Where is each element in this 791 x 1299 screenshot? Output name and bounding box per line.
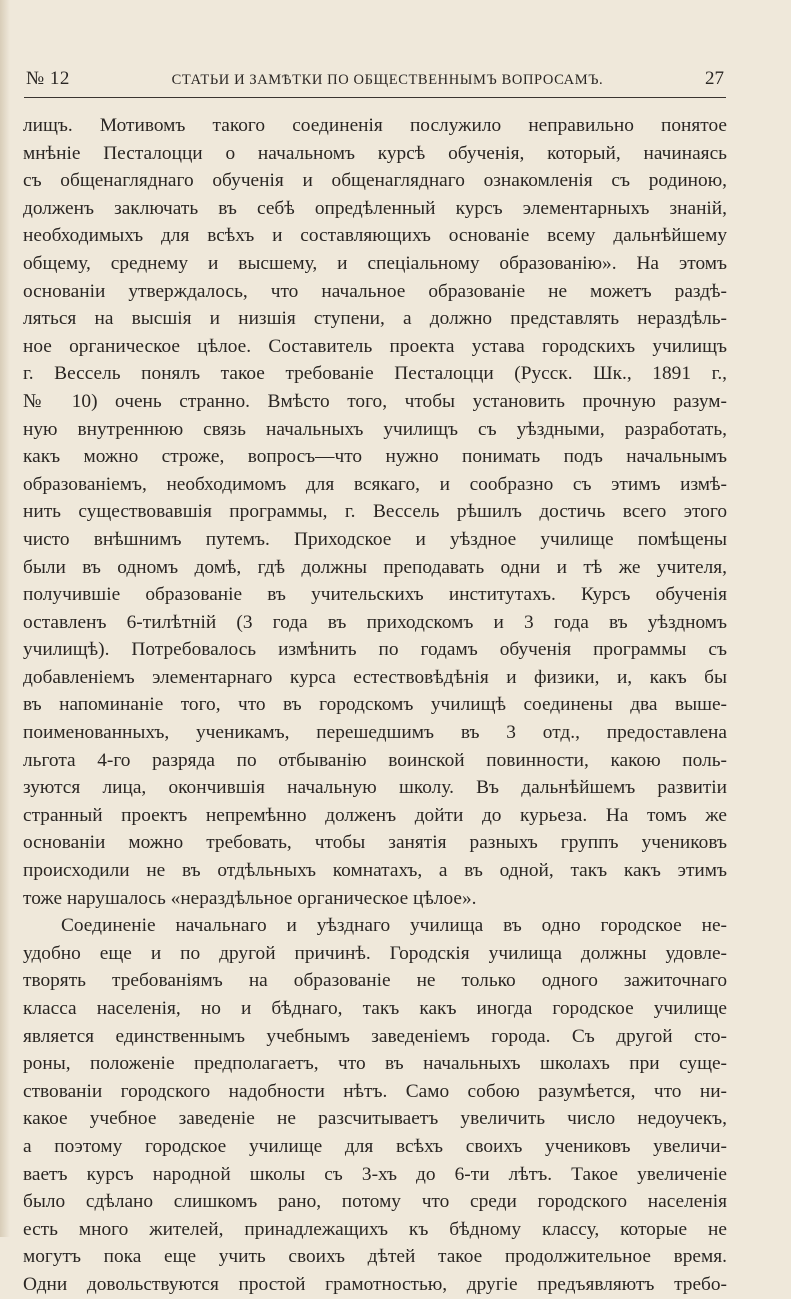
text-line: ное органическое цѣлое. Составитель проекта устава городскихъ училищъ <box>23 335 727 357</box>
article-body <box>23 112 727 1299</box>
text-line: зуются лица, окончившія начальную школу. Въ дальнѣйшемъ развитіи <box>23 777 727 799</box>
text-line: основаніи можно требовать, чтобы занятія разныхъ группъ учениковъ <box>23 832 727 854</box>
text-line: роны, положеніе предполагаетъ, что въ начальныхъ школахъ при суще- <box>23 1053 727 1075</box>
paragraph-1 <box>23 112 727 912</box>
text-line: долженъ заключать въ себѣ опредѣленный курсъ элементарныхъ знаній, <box>23 197 727 219</box>
text-line: ваетъ курсъ народной школы съ 3-хъ до 6-ти лѣтъ. Такое увеличеніе <box>23 1163 727 1185</box>
text-line: а поэтому городское училище для всѣхъ своихъ учениковъ увеличи- <box>23 1135 727 1157</box>
page-spine-shadow <box>0 0 10 1237</box>
issue-number: № 12 <box>26 68 70 89</box>
text-line: необходимыхъ для всѣхъ и составляющихъ основаніе всему дальнѣйшему <box>23 225 727 247</box>
text-line: класса населенія, но и бѣднаго, такъ какъ иногда городское училище <box>23 998 727 1019</box>
text-line: образованіемъ, необходимомъ для всякаго, и сообразно съ этимъ измѣ- <box>23 473 727 495</box>
text-line: удобно еще и по другой причинѣ. Городскія училища должны удовле- <box>23 942 727 964</box>
text-line: № 10) очень странно. Вмѣсто того, чтобы установить прочную разум- <box>23 390 727 412</box>
text-line: мнѣніе Песталоцци о начальномъ курсѣ обученія, который, начинаясь <box>23 142 727 164</box>
text-line: основаніи утверждалось, что начальное образованіе не можетъ раздѣ- <box>23 280 727 302</box>
text-line: добавленіемъ элементарнаго курса естествовѣдѣнія и физики, и, какъ бы <box>23 666 727 688</box>
text-line: льгота 4-го разряда по отбыванію воинской повинности, какою поль- <box>23 749 727 771</box>
text-line: есть много жителей, принадлежащихъ къ бѣдному классу, которые не <box>23 1218 727 1240</box>
page-number: 27 <box>705 68 724 89</box>
text-line: были въ одномъ домѣ, гдѣ должны преподавать одни и тѣ же учителя, <box>23 556 727 578</box>
header-rule <box>24 97 726 98</box>
text-line: поименованныхъ, ученикамъ, перешедшимъ въ 3 отд., предоставлена <box>23 722 727 744</box>
text-line: могутъ пока еще учить своихъ дѣтей такое продолжительное время. <box>23 1246 727 1268</box>
text-line: г. Вессель понялъ такое требованіе Песталоцци (Русск. Шк., 1891 г., <box>23 363 727 385</box>
text-line: въ напоминаніе того, что въ городскомъ училищѣ соединены два выше- <box>23 694 727 716</box>
text-line: ную внутреннюю связь начальныхъ училищъ съ уѣздными, разработать, <box>23 418 727 440</box>
text-line: получившіе образованіе въ учительскихъ институтахъ. Курсъ обученія <box>23 584 727 606</box>
text-line: творять требованіямъ на образованіе не только одного зажиточнаго <box>23 970 727 992</box>
text-line: какое учебное заведеніе не разсчитываетъ увеличить число недоучекъ, <box>23 1108 727 1130</box>
section-title: СТАТЬИ И ЗАМѢТКИ ПО ОБЩЕСТВЕННЫМЪ ВОПРОСАМЪ. <box>171 72 604 88</box>
paragraph-2 <box>23 912 727 1298</box>
text-line: ствованіи городского надобности нѣтъ. Само собою разумѣется, что ни- <box>23 1080 727 1102</box>
text-line: какъ можно строже, вопросъ—что нужно понимать подъ начальнымъ <box>23 446 727 468</box>
text-line: тоже нарушалось «нераздѣльное органическое цѣлое». <box>23 887 477 909</box>
running-header <box>26 68 724 94</box>
text-line: было сдѣлано слишкомъ рано, потому что среди городского населенія <box>23 1191 727 1213</box>
text-line: Соединеніе начальнаго и уѣзднаго училища въ одно городское не- <box>61 915 727 937</box>
text-line: странный проектъ непремѣнно долженъ дойти до курьеза. На томъ же <box>23 804 727 826</box>
text-line: ляться на высшія и низшія ступени, а должно представлять нераздѣль- <box>23 308 727 330</box>
text-line: оставленъ 6-тилѣтній (3 года въ приходскомъ и 3 года въ уѣздномъ <box>23 611 727 633</box>
text-line: Одни довольствуются простой грамотностью, другіе предъявляютъ требо- <box>23 1273 727 1295</box>
text-line: нить существовавшія программы, г. Вессель рѣшилъ достичь всего этого <box>23 501 727 523</box>
text-line: съ общенагляднаго обученія и общенагляднаго ознакомленія съ родиною, <box>23 170 727 192</box>
text-line: является единственнымъ учебнымъ заведеніемъ города. Съ другой сто- <box>23 1025 727 1047</box>
text-line: происходили не въ отдѣльныхъ комнатахъ, а въ одной, такъ какъ этимъ <box>23 860 727 882</box>
text-line: лищъ. Мотивомъ такого соединенія послужило неправильно понятое <box>23 115 727 136</box>
text-line: училищѣ). Потребовалось измѣнить по годамъ обученія программы съ <box>23 639 727 661</box>
text-line: общему, среднему и высшему, и спеціальному образованію». На этомъ <box>23 252 727 274</box>
text-line: чисто внѣшнимъ путемъ. Приходское и уѣздное училище помѣщены <box>23 528 727 550</box>
